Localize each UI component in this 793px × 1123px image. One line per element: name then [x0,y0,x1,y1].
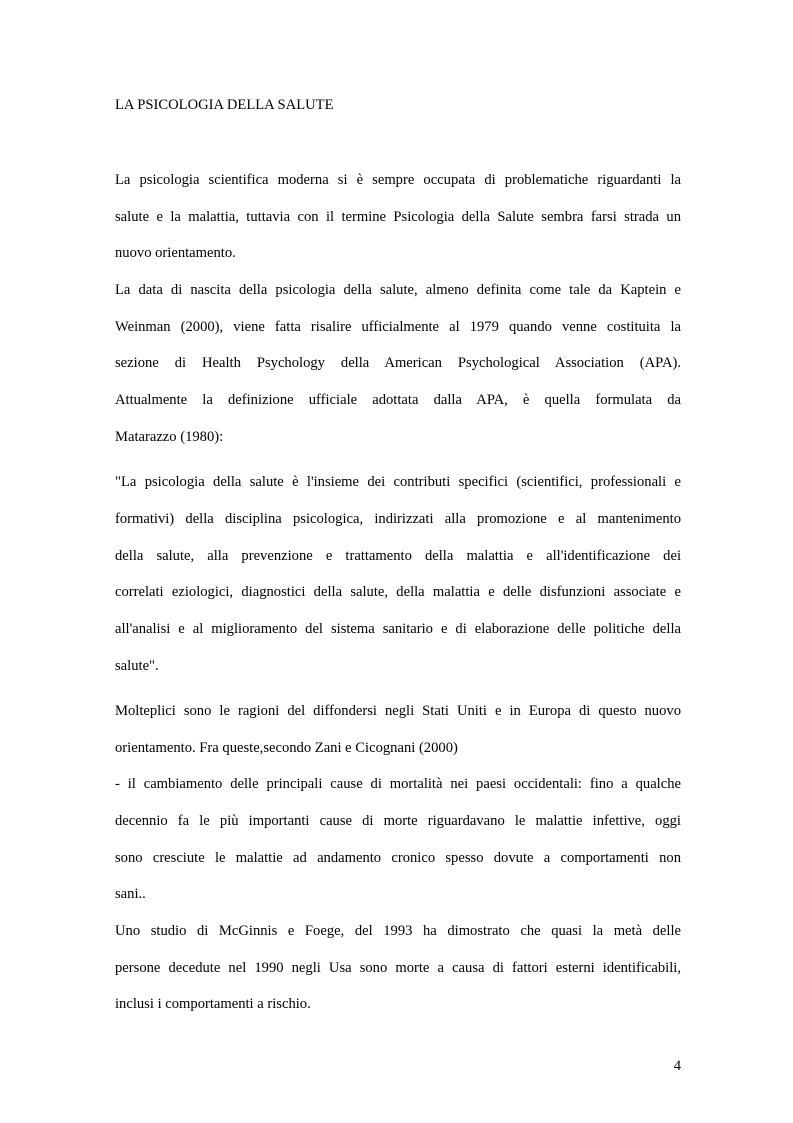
list-line: sani.. [115,886,146,902]
quote-line: "La psicologia della salute è l'insieme dei contributi specifici (scientifici, professionali e [115,474,681,490]
body-line: Weinman (2000), viene fatta risalire ufficialmente al 1979 quando venne costituita la [115,319,681,335]
list-line: sono cresciute le malattie ad andamento cronico spesso dovute a comportamenti non [115,850,681,866]
quote-line: correlati eziologici, diagnostici della salute, della malattia e delle disfunzioni associate e [115,584,681,600]
quote-line: salute". [115,658,159,674]
body-line: sezione di Health Psychology della American Psychological Association (APA). [115,355,681,371]
list-line: - il cambiamento delle principali cause di mortalità nei paesi occidentali: fino a qualche [115,776,681,792]
list-line: decennio fa le più importanti cause di morte riguardavano le malattie infettive, oggi [115,813,681,829]
page-number: 4 [673,1058,681,1074]
page-title: LA PSICOLOGIA DELLA SALUTE [115,97,334,113]
body-line: orientamento. Fra queste,secondo Zani e Cicognani (2000) [115,740,458,756]
quote-line: all'analisi e al miglioramento del sistema sanitario e di elaborazione delle politiche della [115,621,681,637]
quote-line: formativi) della disciplina psicologica, indirizzati alla promozione e al mantenimento [115,511,681,527]
body-line: inclusi i comportamenti a rischio. [115,996,311,1012]
body-line: nuovo orientamento. [115,245,236,261]
body-line: Matarazzo (1980): [115,429,224,445]
quote-line: della salute, alla prevenzione e trattamento della malattia e all'identificazione dei [115,548,681,564]
body-line: salute e la malattia, tuttavia con il termine Psicologia della Salute sembra farsi strada un [115,209,681,225]
body-line: Uno studio di McGinnis e Foege, del 1993 ha dimostrato che quasi la metà delle [115,923,681,939]
body-line: Attualmente la definizione ufficiale adottata dalla APA, è quella formulata da [115,392,681,408]
body-line: persone decedute nel 1990 negli Usa sono morte a causa di fattori esterni identificabili, [115,960,681,976]
body-line: La data di nascita della psicologia della salute, almeno definita come tale da Kaptein e [115,282,681,298]
body-line: Molteplici sono le ragioni del diffondersi negli Stati Uniti e in Europa di questo nuovo [115,703,681,719]
body-line: La psicologia scientifica moderna si è sempre occupata di problematiche riguardanti la [115,172,681,188]
